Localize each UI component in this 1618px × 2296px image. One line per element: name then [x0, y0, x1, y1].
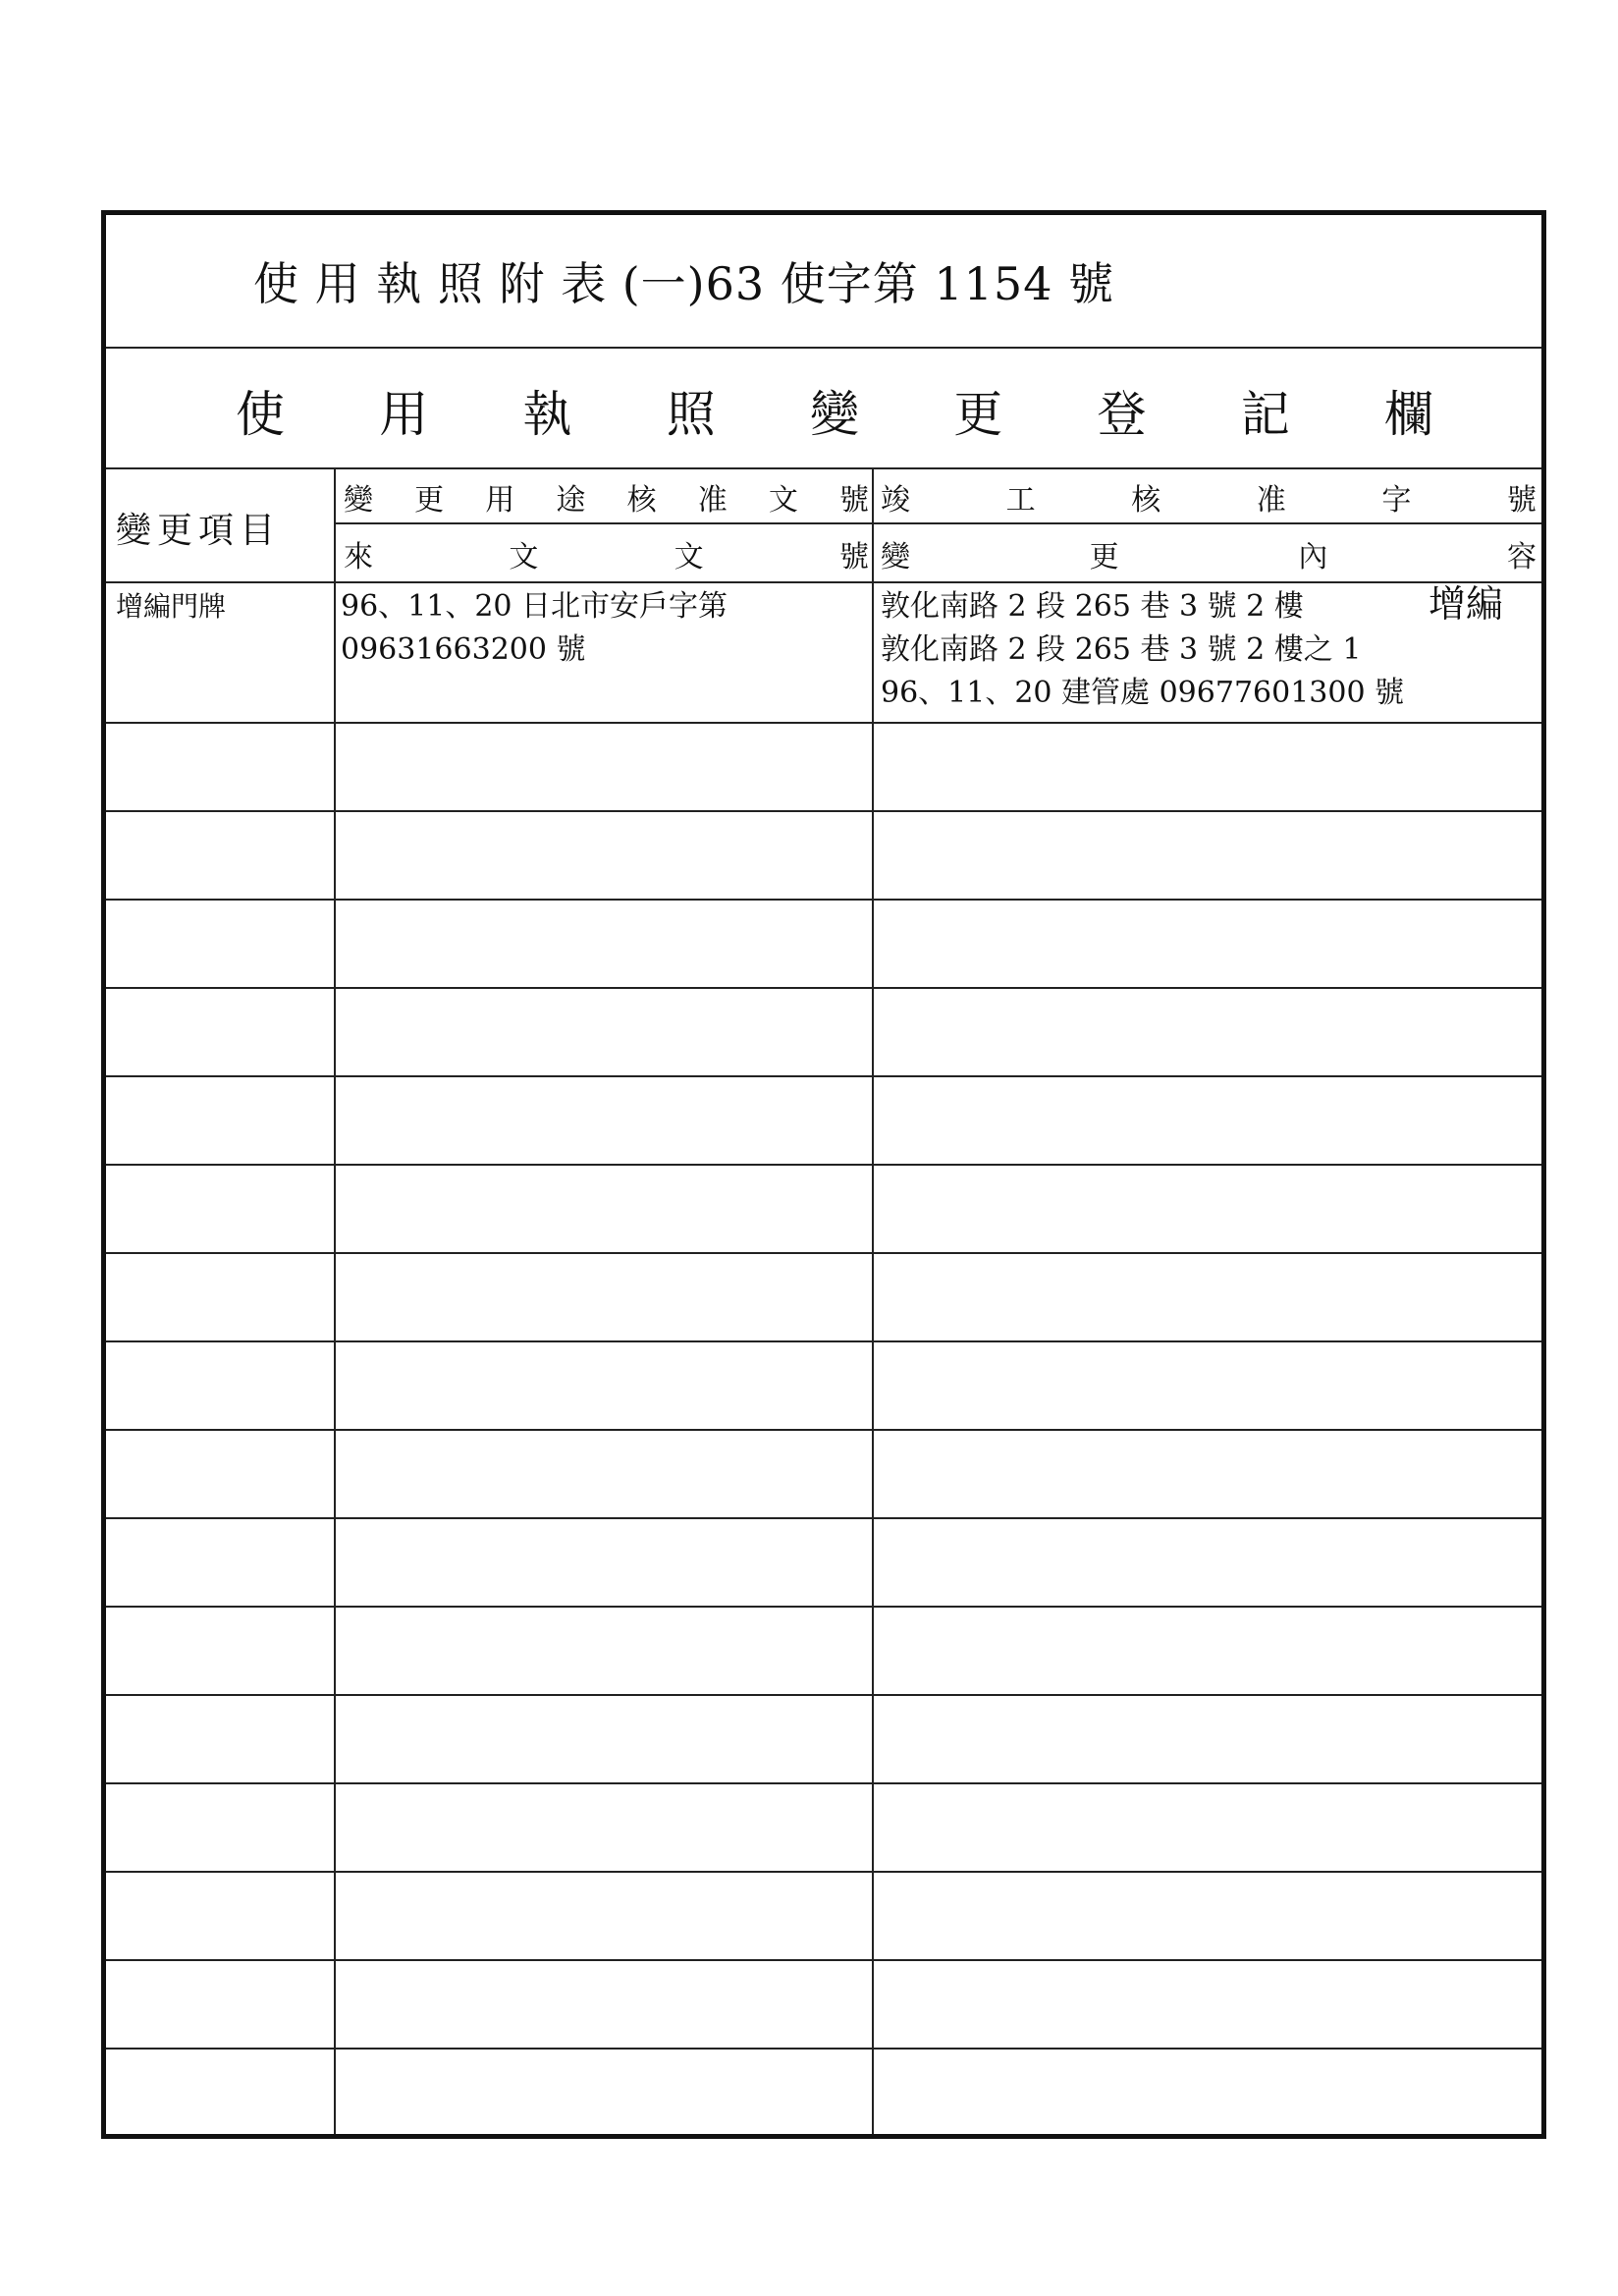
row-change-item: 增編門牌 [116, 590, 227, 623]
header-char: 字 [1381, 483, 1412, 518]
header-char: 竣 [881, 483, 910, 518]
section-title-char: 欄 [1384, 386, 1433, 443]
header-char: 更 [414, 483, 445, 518]
section-title-char: 使 [236, 386, 285, 443]
row-divider [106, 722, 1541, 724]
row-divider [106, 987, 1541, 989]
header-char: 途 [556, 483, 586, 518]
section-title-char: 登 [1097, 386, 1147, 443]
header-char: 更 [1089, 540, 1119, 574]
section-title [236, 375, 1433, 446]
form-title: 使 用 執 照 附 表 (一)63 使字第 1154 號 [253, 257, 1115, 310]
row-doc-line: 09631663200 號 [341, 632, 586, 667]
section-title-char: 照 [666, 386, 716, 443]
header-char: 核 [1131, 483, 1161, 518]
row-divider [106, 810, 1541, 812]
row-divider [106, 1694, 1541, 1696]
header-char: 工 [1005, 483, 1036, 518]
row-content-line: 敦化南路 2 段 265 巷 3 號 2 樓 [881, 589, 1304, 624]
row-doc-line: 96、11、20 日北市安戶字第 [341, 589, 728, 624]
column-divider [872, 467, 874, 2134]
column-divider [334, 467, 336, 2134]
divider [106, 347, 1541, 349]
header-char: 來 [344, 540, 373, 574]
header-char: 容 [1506, 540, 1537, 574]
row-content-line: 敦化南路 2 段 265 巷 3 號 2 樓之 1 [881, 632, 1362, 667]
row-divider [106, 1517, 1541, 1519]
section-title-char: 變 [810, 386, 859, 443]
header-change-content [881, 532, 1537, 575]
row-divider [106, 1252, 1541, 1254]
header-char: 准 [1256, 483, 1286, 518]
divider [106, 467, 1541, 469]
header-char: 文 [509, 540, 539, 574]
row-divider [106, 1782, 1541, 1784]
row-divider [106, 1871, 1541, 1873]
header-char: 號 [838, 483, 869, 518]
row-divider [106, 1959, 1541, 1961]
row-divider [106, 1075, 1541, 1077]
header-char: 文 [674, 540, 704, 574]
row-divider [106, 1340, 1541, 1342]
row-divider [106, 899, 1541, 901]
header-char: 內 [1298, 540, 1328, 574]
header-change-item: 變更項目 [116, 511, 282, 551]
section-title-char: 更 [953, 386, 1003, 443]
header-char: 准 [697, 483, 728, 518]
header-char: 變 [344, 483, 373, 518]
row-content-line: 96、11、20 建管處 09677601300 號 [881, 676, 1405, 710]
header-char: 用 [485, 483, 515, 518]
section-title-char: 執 [522, 386, 572, 443]
header-char: 核 [626, 483, 657, 518]
header-char: 變 [881, 540, 910, 574]
row-divider [106, 1606, 1541, 1608]
header-char: 號 [838, 540, 869, 574]
header-char: 號 [1506, 483, 1537, 518]
row-divider [106, 1164, 1541, 1166]
handwritten-note: 增編 [1429, 582, 1504, 626]
header-incoming-doc [344, 532, 869, 575]
header-char: 文 [768, 483, 798, 518]
section-title-char: 用 [379, 386, 429, 443]
header-bottom-divider [106, 581, 1541, 583]
row-divider [106, 2048, 1541, 2050]
header-completion-approval [881, 475, 1537, 519]
row-divider [106, 1429, 1541, 1431]
section-title-char: 記 [1240, 386, 1290, 443]
header-mid-divider [334, 522, 1541, 524]
header-approval-doc [344, 475, 869, 519]
